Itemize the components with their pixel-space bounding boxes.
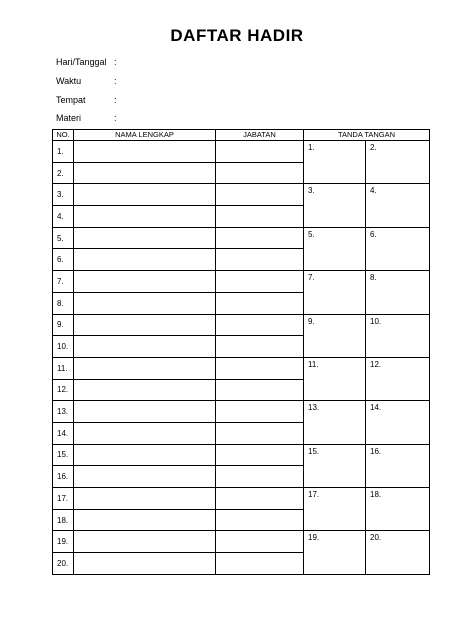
signature-cell[interactable]: 7. <box>304 271 366 314</box>
position-cell[interactable] <box>216 444 304 466</box>
header-no: NO. <box>53 130 74 141</box>
row-number: 4. <box>53 206 74 228</box>
name-cell[interactable] <box>74 249 216 271</box>
row-number: 17. <box>53 488 74 510</box>
header-signature: TANDA TANGAN <box>304 130 430 141</box>
name-cell[interactable] <box>74 271 216 293</box>
signature-cell[interactable]: 20. <box>366 531 430 574</box>
position-cell[interactable] <box>216 466 304 488</box>
signature-cell[interactable]: 6. <box>366 227 430 270</box>
signature-cell[interactable]: 9. <box>304 314 366 357</box>
name-cell[interactable] <box>74 422 216 444</box>
position-cell[interactable] <box>216 206 304 228</box>
table-row <box>53 141 430 163</box>
row-number: 15. <box>53 444 74 466</box>
position-cell[interactable] <box>216 488 304 510</box>
header-position: JABATAN <box>216 130 304 141</box>
row-number: 13. <box>53 401 74 423</box>
position-cell[interactable] <box>216 162 304 184</box>
name-cell[interactable] <box>74 292 216 314</box>
position-cell[interactable] <box>216 379 304 401</box>
position-cell[interactable] <box>216 314 304 336</box>
row-number: 3. <box>53 184 74 206</box>
position-cell[interactable] <box>216 141 304 163</box>
row-number: 5. <box>53 227 74 249</box>
row-number: 20. <box>53 553 74 575</box>
row-number: 7. <box>53 271 74 293</box>
table-row <box>53 271 430 293</box>
name-cell[interactable] <box>74 184 216 206</box>
signature-cell[interactable]: 19. <box>304 531 366 574</box>
row-number: 12. <box>53 379 74 401</box>
position-cell[interactable] <box>216 292 304 314</box>
table-row <box>53 227 430 249</box>
table-row <box>53 357 430 379</box>
table-header-row <box>53 130 430 141</box>
field-label: Materi <box>56 113 82 123</box>
table-row <box>53 488 430 510</box>
row-number: 18. <box>53 509 74 531</box>
name-cell[interactable] <box>74 466 216 488</box>
signature-cell[interactable]: 18. <box>366 488 430 531</box>
attendance-table <box>52 129 430 575</box>
name-cell[interactable] <box>74 553 216 575</box>
row-number: 19. <box>53 531 74 553</box>
row-number: 8. <box>53 292 74 314</box>
signature-cell[interactable]: 8. <box>366 271 430 314</box>
name-cell[interactable] <box>74 531 216 553</box>
signature-cell[interactable]: 11. <box>304 357 366 400</box>
table-row <box>53 531 430 553</box>
name-cell[interactable] <box>74 314 216 336</box>
row-number: 6. <box>53 249 74 271</box>
signature-cell[interactable]: 5. <box>304 227 366 270</box>
name-cell[interactable] <box>74 162 216 184</box>
signature-cell[interactable]: 4. <box>366 184 430 227</box>
field-waktu <box>56 76 124 86</box>
signature-cell[interactable]: 12. <box>366 357 430 400</box>
name-cell[interactable] <box>74 206 216 228</box>
signature-cell[interactable]: 13. <box>304 401 366 444</box>
position-cell[interactable] <box>216 422 304 444</box>
table-row <box>53 401 430 423</box>
position-cell[interactable] <box>216 531 304 553</box>
row-number: 16. <box>53 466 74 488</box>
row-number: 1. <box>53 141 74 163</box>
field-separator: : <box>114 57 117 67</box>
field-label: Tempat <box>56 95 86 105</box>
position-cell[interactable] <box>216 336 304 358</box>
field-separator: : <box>114 113 117 123</box>
name-cell[interactable] <box>74 357 216 379</box>
field-label: Hari/Tanggal <box>56 57 107 67</box>
table-row <box>53 184 430 206</box>
page-title: DAFTAR HADIR <box>170 26 304 45</box>
name-cell[interactable] <box>74 141 216 163</box>
signature-cell[interactable]: 17. <box>304 488 366 531</box>
field-separator: : <box>114 95 117 105</box>
field-materi <box>56 113 124 123</box>
signature-cell[interactable]: 16. <box>366 444 430 487</box>
row-number: 14. <box>53 422 74 444</box>
position-cell[interactable] <box>216 227 304 249</box>
signature-cell[interactable]: 1. <box>304 141 366 184</box>
field-separator: : <box>114 76 117 86</box>
table-row <box>53 314 430 336</box>
field-hari-tanggal <box>56 57 124 67</box>
field-tempat <box>56 95 124 105</box>
name-cell[interactable] <box>74 227 216 249</box>
position-cell[interactable] <box>216 271 304 293</box>
name-cell[interactable] <box>74 336 216 358</box>
position-cell[interactable] <box>216 509 304 531</box>
signature-cell[interactable]: 3. <box>304 184 366 227</box>
signature-cell[interactable]: 14. <box>366 401 430 444</box>
name-cell[interactable] <box>74 488 216 510</box>
name-cell[interactable] <box>74 379 216 401</box>
signature-cell[interactable]: 10. <box>366 314 430 357</box>
row-number: 10. <box>53 336 74 358</box>
row-number: 2. <box>53 162 74 184</box>
position-cell[interactable] <box>216 184 304 206</box>
table-row <box>53 444 430 466</box>
field-label: Waktu <box>56 76 82 86</box>
header-name: NAMA LENGKAP <box>74 130 216 141</box>
position-cell[interactable] <box>216 553 304 575</box>
name-cell[interactable] <box>74 509 216 531</box>
position-cell[interactable] <box>216 249 304 271</box>
signature-cell[interactable]: 15. <box>304 444 366 487</box>
position-cell[interactable] <box>216 357 304 379</box>
name-cell[interactable] <box>74 401 216 423</box>
name-cell[interactable] <box>74 444 216 466</box>
position-cell[interactable] <box>216 401 304 423</box>
signature-cell[interactable]: 2. <box>366 141 430 184</box>
row-number: 9. <box>53 314 74 336</box>
row-number: 11. <box>53 357 74 379</box>
